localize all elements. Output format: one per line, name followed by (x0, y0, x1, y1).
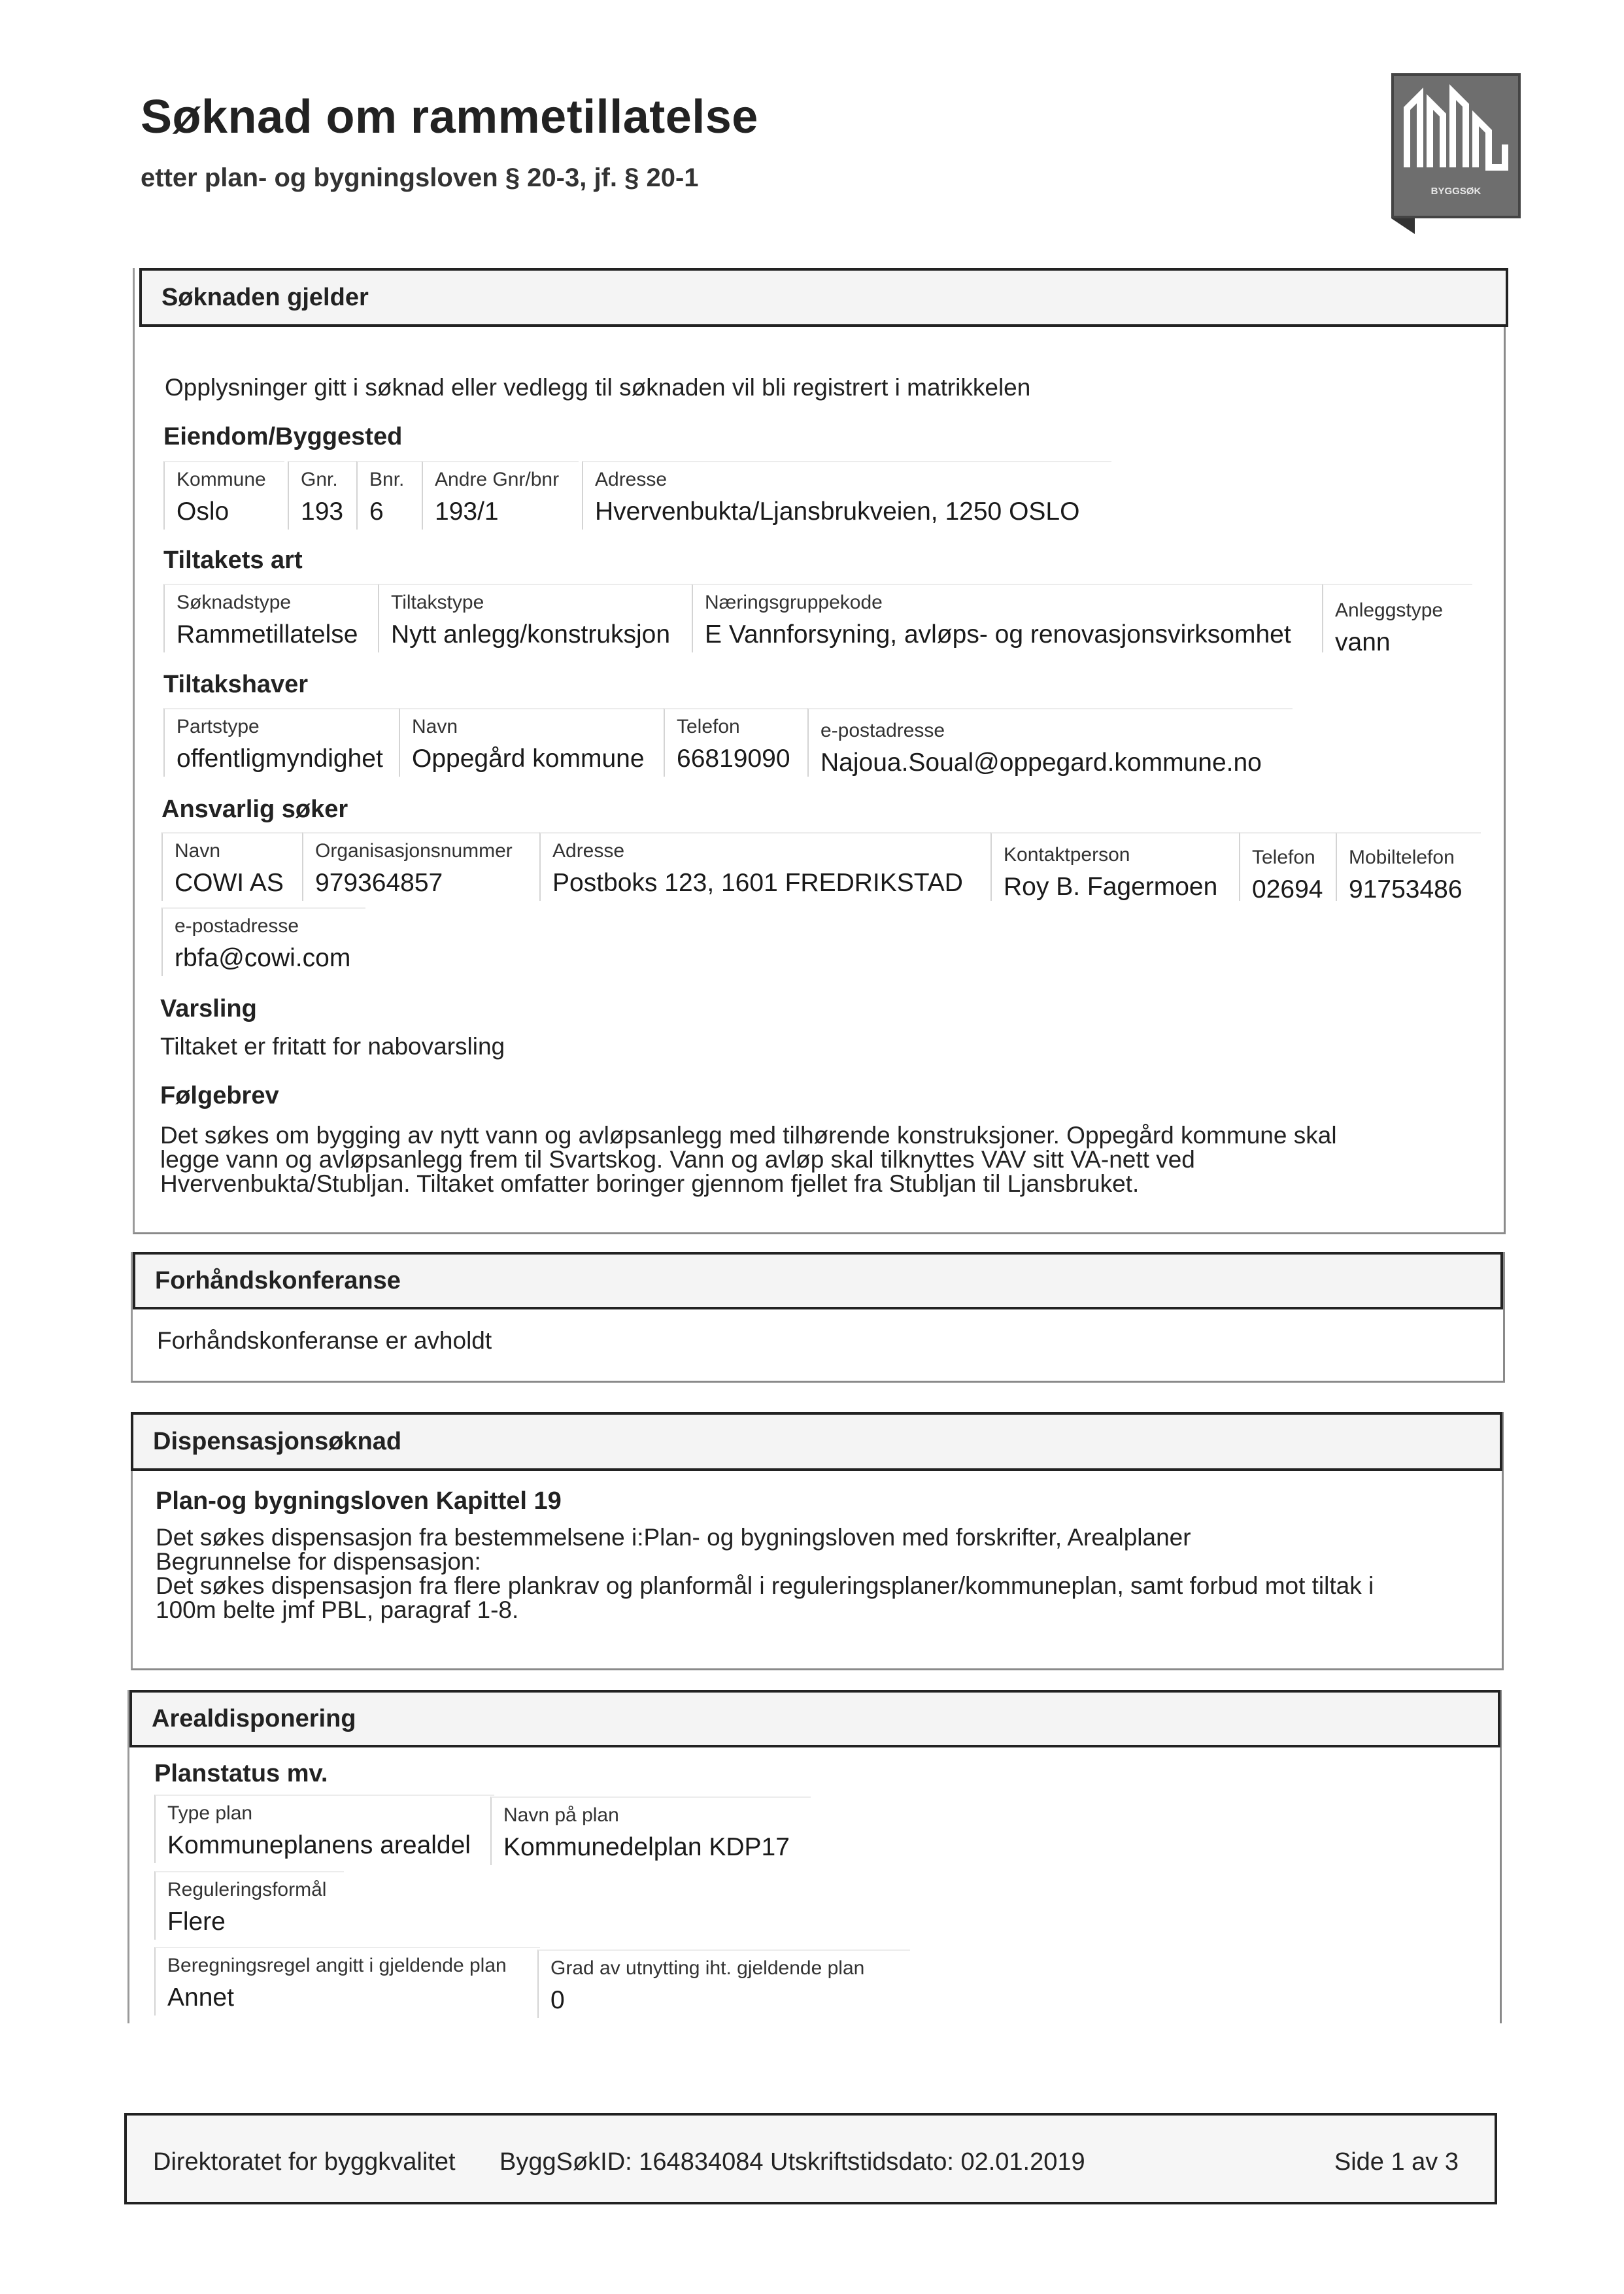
field-label: Anleggstype (1335, 599, 1444, 621)
field-type-plan (154, 1795, 494, 1863)
field-value: Flere (167, 1908, 226, 1936)
field-value: Oslo (177, 498, 229, 526)
field-value: 193 (301, 498, 344, 526)
field-label: Grad av utnytting iht. gjeldende plan (550, 1957, 865, 1979)
section-heading-soknaden-gjelder: Søknaden gjelder (139, 268, 1508, 327)
field-label: Næringsgruppekode (705, 592, 883, 613)
section-heading-arealdisponering: Arealdisponering (129, 1690, 1500, 1747)
field-telefon (664, 708, 809, 777)
field-kommune (163, 461, 284, 530)
field-tiltakstype (378, 584, 700, 652)
field-label: Kontaktperson (1004, 844, 1130, 866)
field-label: e-postadresse (820, 720, 945, 741)
field-andre-gnr-bnr (422, 461, 579, 530)
field-naeringsgruppekode (692, 584, 1326, 652)
field-value: offentligmyndighet (177, 745, 383, 773)
field-grad-av-utnytting (537, 1949, 910, 2018)
logo-mark-icon (1400, 82, 1512, 174)
footer-page-number: Side 1 av 3 (1334, 2148, 1459, 2176)
field-value: 193/1 (435, 498, 499, 526)
field-label: Navn (175, 840, 221, 862)
field-value: 0 (550, 1986, 565, 2014)
field-value: Nytt anlegg/konstruksjon (391, 620, 671, 649)
field-value: 91753486 (1349, 875, 1463, 903)
varsling-text: Tiltaket er fritatt for nabovarsling (160, 1033, 505, 1060)
field-value: Rammetillatelse (177, 620, 358, 649)
field-label: Bnr. (369, 469, 405, 490)
field-value: COWI AS (175, 869, 284, 897)
ansvarlig-soker-heading: Ansvarlig søker (161, 796, 348, 823)
dispensasjon-line: Begrunnelse for dispensasjon: (156, 1548, 481, 1575)
field-navn-pa-plan (490, 1796, 811, 1865)
dispensasjon-line: 100m belte jmf PBL, paragraf 1-8. (156, 1596, 519, 1623)
section-heading-forhandskonferanse: Forhåndskonferanse (133, 1252, 1503, 1309)
folgebrev-text (160, 1123, 1337, 1196)
field-label: Gnr. (301, 469, 338, 490)
footer-id: ByggSøkID: 164834084 Utskriftstidsdato: 02.01.2019 (499, 2148, 1085, 2176)
tiltakets-art-heading: Tiltakets art (163, 547, 303, 574)
field-navn (399, 708, 673, 777)
field-value: 6 (369, 498, 384, 526)
field-mobiltelefon (1336, 832, 1481, 901)
field-reguleringsformal (154, 1871, 344, 1940)
field-kontaktperson (990, 832, 1249, 901)
byggsok-logo (1391, 73, 1521, 218)
field-value: Najoua.Soual@oppegard.kommune.no (820, 749, 1262, 777)
field-label: Beregningsregel angitt i gjeldende plan (167, 1955, 507, 1976)
field-value: Hvervenbukta/Ljansbrukveien, 1250 OSLO (595, 498, 1080, 526)
field-label: Andre Gnr/bnr (435, 469, 560, 490)
registration-notice: Opplysninger gitt i søknad eller vedlegg til søknaden vil bli registrert i matrikkelen (165, 374, 1031, 401)
dispensasjon-text (156, 1525, 1374, 1622)
field-value: Oppegård kommune (412, 745, 645, 773)
field-adresse (539, 832, 997, 901)
field-label: Navn på plan (503, 1804, 619, 1826)
field-value: E Vannforsyning, avløps- og renovasjonsvirksomhet (705, 620, 1291, 649)
field-value: Kommuneplanens arealdel (167, 1831, 471, 1859)
field-value: Roy B. Fagermoen (1004, 873, 1218, 901)
field-bnr (356, 461, 422, 530)
varsling-heading: Varsling (160, 995, 257, 1022)
logo-tail (1391, 218, 1415, 234)
page-footer (124, 2113, 1497, 2204)
field-label: Reguleringsformål (167, 1879, 327, 1900)
field-adresse (582, 461, 1111, 530)
field-epost (807, 708, 1293, 777)
field-label: Kommune (177, 469, 266, 490)
dispensasjon-subheading: Plan-og bygningsloven Kapittel 19 (156, 1487, 562, 1515)
field-label: Organisasjonsnummer (315, 840, 513, 862)
field-label: e-postadresse (175, 915, 299, 937)
footer-org: Direktoratet for byggkvalitet (153, 2148, 456, 2176)
logo-text: BYGGSØK (1430, 186, 1481, 197)
field-label: Type plan (167, 1802, 253, 1824)
field-epost (161, 907, 365, 976)
field-label: Søknadstype (177, 592, 292, 613)
dispensasjon-line: Det søkes dispensasjon fra bestemmelsene i:Plan- og bygningsloven med forskrifter, Arealplaner (156, 1524, 1191, 1551)
field-label: Navn (412, 716, 458, 737)
field-value: Annet (167, 1983, 234, 2012)
field-navn (161, 832, 302, 901)
field-value: 02694 (1252, 875, 1323, 903)
field-value: vann (1335, 628, 1391, 656)
folgebrev-line: legge vann og avløpsanlegg frem til Svartskog. Vann og avløp skal tilknyttes VAV sitt VA-nett ved (160, 1146, 1195, 1173)
page-subtitle: etter plan- og bygningsloven § 20-3, jf. § 20-1 (141, 163, 699, 192)
field-label: Telefon (1252, 847, 1315, 868)
field-label: Partstype (177, 716, 260, 737)
folgebrev-heading: Følgebrev (160, 1082, 279, 1109)
field-gnr (288, 461, 360, 530)
field-label: Tiltakstype (391, 592, 484, 613)
field-label: Telefon (677, 716, 740, 737)
field-label: Adresse (552, 840, 625, 862)
field-soknadstype (163, 584, 379, 652)
field-value: Postboks 123, 1601 FREDRIKSTAD (552, 869, 963, 897)
folgebrev-line: Hvervenbukta/Stubljan. Tiltaket omfatter boringer gjennom fjellet fra Stubljan til Ljansbruket. (160, 1170, 1140, 1197)
field-label: Adresse (595, 469, 668, 490)
planstatus-heading: Planstatus mv. (154, 1760, 328, 1787)
field-partstype (163, 708, 399, 777)
field-value: rbfa@cowi.com (175, 944, 351, 972)
eiendom-heading: Eiendom/Byggested (163, 423, 403, 450)
section-heading-dispensasjon: Dispensasjonsøknad (131, 1412, 1502, 1471)
tiltakshaver-heading: Tiltakshaver (163, 671, 309, 698)
field-beregningsregel (154, 1947, 540, 2016)
field-value: Kommunedelplan KDP17 (503, 1833, 790, 1861)
page-title: Søknad om rammetillatelse (141, 91, 758, 143)
dispensasjon-line: Det søkes dispensasjon fra flere plankrav og planformål i reguleringsplaner/kommuneplan, samt forbud mot tiltak i (156, 1572, 1374, 1599)
forhandskonferanse-text: Forhåndskonferanse er avholdt (157, 1327, 492, 1354)
field-organisasjonsnummer (302, 832, 541, 901)
field-anleggstype (1322, 584, 1472, 656)
field-telefon (1239, 832, 1337, 901)
field-value: 66819090 (677, 745, 790, 773)
folgebrev-line: Det søkes om bygging av nytt vann og avløpsanlegg med tilhørende konstruksjoner. Oppegård kommune skal (160, 1122, 1337, 1149)
field-label: Mobiltelefon (1349, 847, 1455, 868)
field-value: 979364857 (315, 869, 443, 897)
